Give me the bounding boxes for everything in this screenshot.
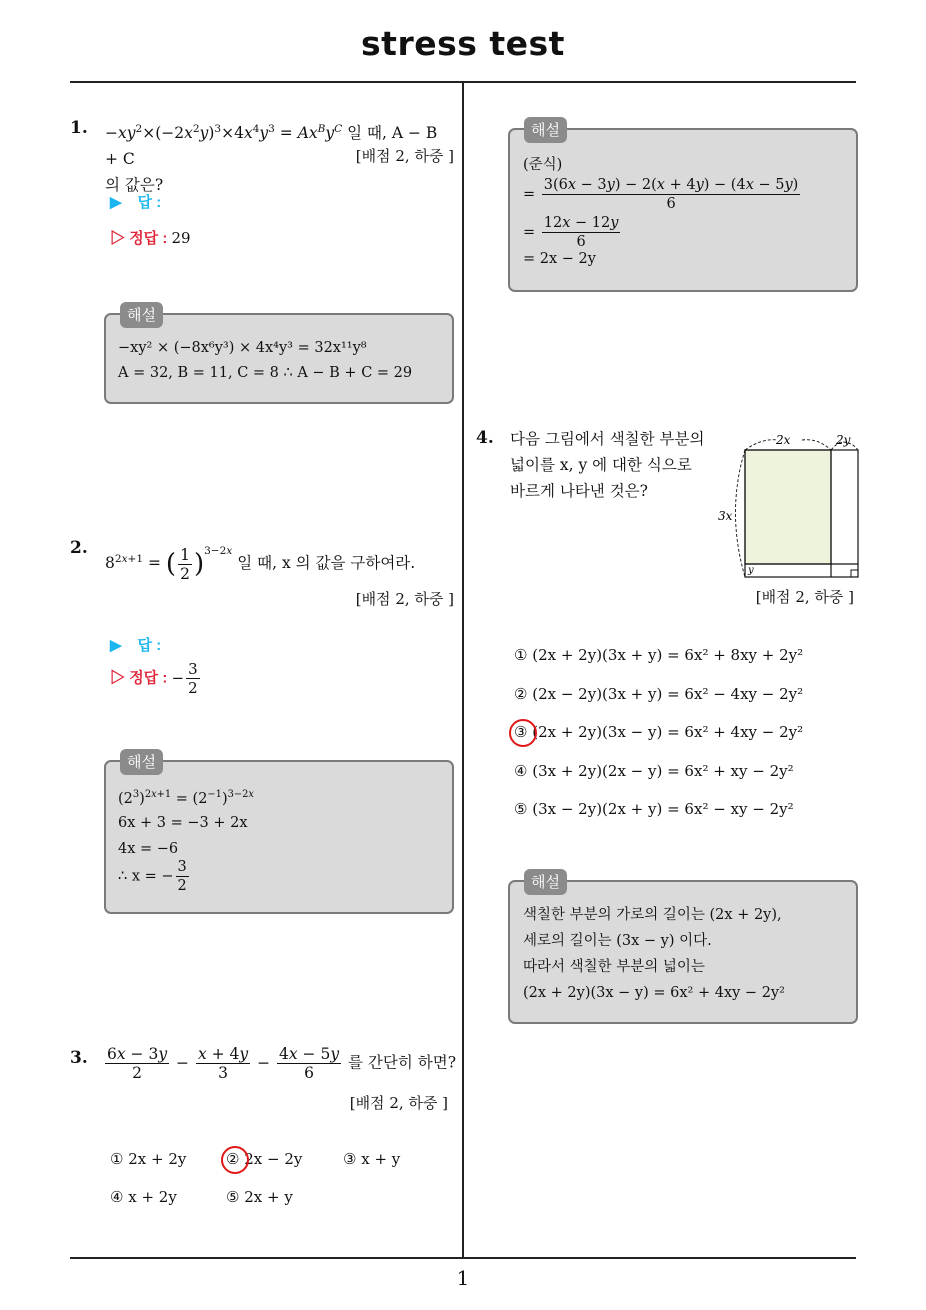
question-1-expression: $-xy^2\times(-2x^2y)^3\times 4x^4y^3 = Ax^By^C$ xyxy=(105,123,343,143)
question-4-choice-2[interactable]: ② (2x − 2y)(3x + y) = 6x² − 4xy − 2y² xyxy=(514,685,804,703)
question-1-explanation-line1: −xy² × (−8x⁶y³) × 4x⁴y³ = 32x¹¹y⁸ xyxy=(118,340,367,356)
question-4-explanation-line2: 세로의 길이는 (3x − y) 이다. xyxy=(523,933,712,949)
explanation-tag: 해설 xyxy=(120,302,163,328)
triangle-outline-icon: ▷ xyxy=(110,230,126,247)
question-4-explanation-line4: (2x + 2y)(3x − y) = 6x² + 4xy − 2y² xyxy=(523,985,785,1001)
question-4-choice-4[interactable]: ④ (3x + 2y)(2x − y) = 6x² + xy − 2y² xyxy=(514,762,794,780)
question-1-text-line2: 의 값은? xyxy=(105,176,164,195)
page-title: stress test xyxy=(361,24,565,63)
question-4-explanation-box xyxy=(508,880,858,1024)
question-4-explanation-line1: 색칠한 부분의 가로의 길이는 (2x + 2y), xyxy=(523,907,782,923)
explanation-tag: 해설 xyxy=(120,749,163,775)
figure-label-side: 3x xyxy=(718,509,733,523)
question-4-text-line2: 넓이를 x, y 에 대한 식으로 xyxy=(510,456,692,474)
question-2-text-tail: 일 때, x 의 값을 구하여라. xyxy=(237,554,416,572)
question-2-number: 2. xyxy=(70,538,88,558)
footer-rule xyxy=(70,1257,856,1259)
question-1-number: 1. xyxy=(70,118,88,138)
selected-answer-circle-icon xyxy=(221,1146,249,1174)
question-4-text-line1: 다음 그림에서 색칠한 부분의 xyxy=(510,430,705,448)
figure-label-top-right: 2y xyxy=(836,433,851,447)
question-2-explanation-line2: 6x + 3 = −3 + 2x xyxy=(118,815,248,831)
answer-label: 답 : xyxy=(137,637,162,654)
triangle-outline-icon: ▷ xyxy=(110,669,126,687)
question-4-score: [배점 2, 하중 ] xyxy=(755,588,854,606)
question-3-choice-2[interactable]: ② 2x − 2y xyxy=(226,1150,303,1168)
question-4-figure xyxy=(712,430,862,585)
question-3-choice-3[interactable]: ③ x + y xyxy=(343,1150,401,1168)
question-3-choice-5[interactable]: ⑤ 2x + y xyxy=(226,1188,293,1206)
question-3-expression: $\frac{6x - 3y}{2}$ − $\frac{x + 4y}{3}$ − $\frac{4x - 5y}{6}$ xyxy=(107,1045,340,1082)
question-4-number: 4. xyxy=(476,428,494,448)
question-2-explanation-line1: $(2^3)^{2x+1} = (2^{-1})^{3-2x}$ xyxy=(118,789,254,807)
explanation-tag: 해설 xyxy=(524,117,567,143)
question-3-choice-4[interactable]: ④ x + 2y xyxy=(110,1188,177,1206)
question-3-explanation-box xyxy=(508,128,858,292)
question-1-explanation-line2: A = 32, B = 11, C = 8 ∴ A − B + C = 29 xyxy=(118,365,413,381)
correct-label: 정답 : xyxy=(129,669,168,687)
question-3-choice-1[interactable]: ① 2x + 2y xyxy=(110,1150,187,1168)
question-1-text-tail: 일 때, A − B + C xyxy=(105,124,438,169)
question-3-explanation-line2: = $\frac{3(6x - 3y) - 2(x + 4y) - (4x - 5y)}{6}$ xyxy=(523,177,799,212)
question-2-expression: $8^{2x+1}$ = ( $\frac{1}{2}$ )$^{3-2x}$ xyxy=(105,545,233,583)
figure-label-top-left: 2x xyxy=(776,433,791,447)
question-4-explanation-line3: 따라서 색칠한 부분의 넓이는 xyxy=(523,959,705,975)
question-2-correct-row xyxy=(110,660,202,697)
question-2-answer-row xyxy=(110,634,161,655)
question-3-explanation-line1: (준식) xyxy=(523,157,563,173)
question-2-correct-value: − $\frac{3}{2}$ xyxy=(171,660,198,697)
figure-label-bottom: y xyxy=(748,565,754,576)
question-2-explanation-line4: ∴ x = − $\frac{3}{2}$ xyxy=(118,859,187,894)
question-1-answer-row xyxy=(110,191,161,212)
shaded-region xyxy=(745,450,831,564)
question-4-choice-3[interactable]: ③ (2x + 2y)(3x − y) = 6x² + 4xy − 2y² xyxy=(514,723,804,741)
question-3-text xyxy=(103,1045,456,1082)
question-1-score: [배점 2, 하중 ] xyxy=(355,147,454,165)
question-2-explanation-line3: 4x = −6 xyxy=(118,841,179,857)
question-3-explanation-line3: = $\frac{12x - 12y}{6}$ xyxy=(523,215,619,250)
play-icon: ▶ xyxy=(110,194,122,211)
question-3-explanation-line4: = 2x − 2y xyxy=(523,251,596,267)
question-3-score: [배점 2, 하중 ] xyxy=(349,1094,448,1112)
question-4-text-line3: 바르게 나타낸 것은? xyxy=(510,482,648,500)
selected-answer-circle-icon xyxy=(509,719,537,747)
answer-label: 답 : xyxy=(137,194,162,211)
question-2-explanation-box xyxy=(104,760,454,914)
question-2-score: [배점 2, 하중 ] xyxy=(355,590,454,608)
explanation-tag: 해설 xyxy=(524,869,567,895)
question-4-choice-5[interactable]: ⑤ (3x − 2y)(2x + y) = 6x² − xy − 2y² xyxy=(514,800,794,818)
page-number: 1 xyxy=(456,1266,470,1290)
question-3-number: 3. xyxy=(70,1048,88,1068)
question-1-correct-row xyxy=(110,227,191,248)
question-1-correct-value: 29 xyxy=(171,229,191,247)
correct-label: 정답 : xyxy=(129,230,168,247)
column-divider xyxy=(462,83,464,1258)
question-3-text-tail: 를 간단히 하면? xyxy=(348,1053,457,1072)
question-2-text xyxy=(105,538,415,583)
question-4-choice-1[interactable]: ① (2x + 2y)(3x + y) = 6x² + 8xy + 2y² xyxy=(514,646,804,664)
play-icon: ▶ xyxy=(110,637,122,654)
question-4-text xyxy=(510,426,720,504)
